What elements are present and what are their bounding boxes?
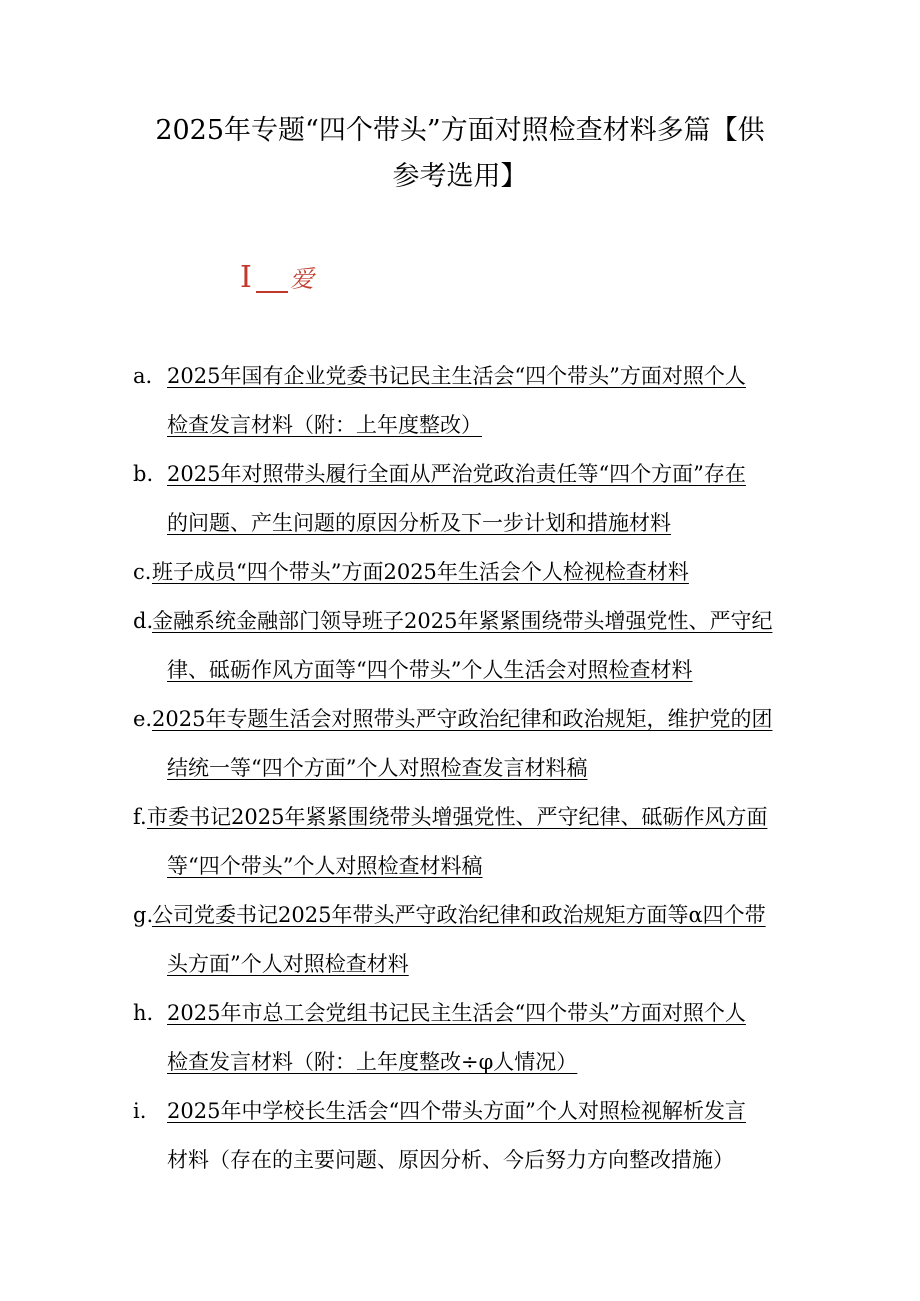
toc-item-text-line1[interactable]: 2025年市总工会党组书记民主生活会“四个带头”方面对照个人	[167, 1001, 746, 1025]
toc-item-text-line2[interactable]: 律、砥砺作风方面等“四个带头”个人生活会对照检查材料	[167, 658, 693, 682]
toc-item-f[interactable]	[133, 793, 793, 891]
toc-item-marker: a.	[133, 364, 153, 388]
toc-item-text-line1[interactable]: 市委书记2025年紧紧围绕带头增强党性、严守纪律、砥砺作风方面	[147, 805, 768, 829]
toc-item-text-line2[interactable]: 检查发言材料（附：上年度整改÷φ人情况）	[167, 1050, 578, 1074]
toc-item-a[interactable]	[133, 352, 793, 450]
toc-item-marker: f.	[133, 805, 147, 829]
toc-item-text-line1[interactable]: 公司党委书记2025年带头严守政治纪律和政治规矩方面等α四个带	[152, 903, 766, 927]
toc-heading	[240, 260, 314, 297]
toc-item-text-line1[interactable]: 2025年中学校长生活会“四个带头方面”个人对照检视解析发言	[167, 1099, 746, 1123]
toc-item-text-line2[interactable]: 的问题、产生问题的原因分析及下一步计划和措施材料	[167, 511, 671, 535]
toc-item-i[interactable]	[133, 1087, 793, 1185]
toc-item-text-line2[interactable]: 检查发言材料（附：上年度整改）	[167, 413, 482, 437]
toc-item-text-line2[interactable]: 结统一等“四个方面”个人对照检查发言材料稿	[167, 756, 588, 780]
toc-item-text-line1[interactable]: 班子成员“四个带头”方面2025年生活会个人检视检查材料	[152, 560, 689, 584]
toc-item-text-line1[interactable]: 2025年对照带头履行全面从严治党政治责任等“四个方面”存在	[167, 462, 746, 486]
document-title	[130, 108, 790, 200]
toc-item-marker: h.	[133, 1001, 154, 1025]
toc-item-text-line1[interactable]: 金融系统金融部门领导班子2025年紧紧围绕带头增强党性、严守纪	[152, 609, 773, 633]
toc-item-text-line2: 材料（存在的主要问题、原因分析、今后努力方向整改措施）	[167, 1148, 734, 1172]
toc-item-marker: d.	[133, 609, 154, 633]
toc-item-text-line1[interactable]: 2025年国有企业党委书记民主生活会“四个带头”方面对照个人	[167, 364, 746, 388]
toc-heading-letter: I	[240, 260, 252, 295]
toc-item-g[interactable]	[133, 891, 793, 989]
toc-heading-tail: 爱	[289, 265, 314, 293]
toc-item-c[interactable]	[133, 548, 793, 597]
toc-item-marker: i.	[133, 1099, 147, 1123]
toc-item-marker: e.	[133, 707, 153, 731]
toc-item-e[interactable]	[133, 695, 793, 793]
toc-item-d[interactable]	[133, 597, 793, 695]
toc-item-text-line2[interactable]: 头方面”个人对照检查材料	[167, 952, 409, 976]
toc-item-text-line1[interactable]: 2025年专题生活会对照带头严守政治纪律和政治规矩，维护党的团	[152, 707, 773, 731]
toc-item-text-line2[interactable]: 等“四个带头”个人对照检查材料稿	[167, 854, 483, 878]
toc-item-marker: b.	[133, 462, 154, 486]
toc-heading-rule	[256, 291, 288, 293]
table-of-contents	[133, 352, 793, 1185]
toc-item-marker: g.	[133, 903, 154, 927]
title-line-1: 2025年专题“四个带头”方面对照检查材料多篇【供	[155, 115, 765, 146]
toc-item-marker: c.	[133, 560, 152, 584]
toc-item-h[interactable]	[133, 989, 793, 1087]
toc-item-b[interactable]	[133, 450, 793, 548]
title-line-2: 参考选用】	[392, 161, 528, 192]
